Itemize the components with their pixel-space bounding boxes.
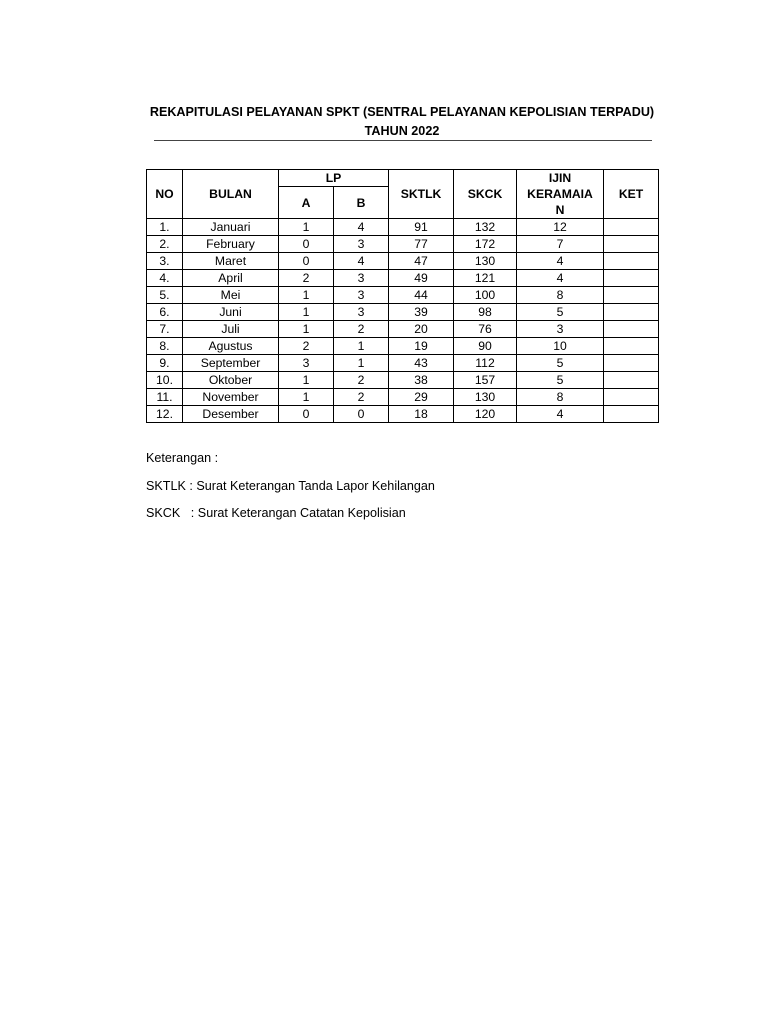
table-body — [147, 219, 659, 423]
cell-bulan: Mei — [183, 287, 279, 304]
cell-ijin: 5 — [517, 355, 604, 372]
cell-ijin: 4 — [517, 406, 604, 423]
cell-sktlk: 77 — [389, 236, 454, 253]
cell-skck: 120 — [454, 406, 517, 423]
title-underline — [154, 140, 652, 141]
cell-b: 4 — [334, 253, 389, 270]
cell-b: 3 — [334, 236, 389, 253]
ijin-header-line-3: N — [555, 203, 565, 217]
cell-b: 1 — [334, 338, 389, 355]
col-header-bulan: BULAN — [183, 170, 279, 219]
cell-sktlk: 18 — [389, 406, 454, 423]
table-row — [147, 321, 659, 338]
cell-ijin: 3 — [517, 321, 604, 338]
cell-bulan: Juni — [183, 304, 279, 321]
cell-ket — [604, 287, 659, 304]
table-row — [147, 304, 659, 321]
cell-ijin: 5 — [517, 304, 604, 321]
cell-b: 1 — [334, 355, 389, 372]
cell-ket — [604, 253, 659, 270]
table-row — [147, 253, 659, 270]
cell-skck: 130 — [454, 253, 517, 270]
table-row — [147, 270, 659, 287]
cell-ket — [604, 372, 659, 389]
notes-heading: Keterangan : — [146, 451, 219, 465]
cell-sktlk: 39 — [389, 304, 454, 321]
cell-bulan: February — [183, 236, 279, 253]
cell-ket — [604, 236, 659, 253]
cell-no: 12. — [147, 406, 183, 423]
cell-skck: 76 — [454, 321, 517, 338]
cell-skck: 157 — [454, 372, 517, 389]
cell-bulan: November — [183, 389, 279, 406]
cell-a: 0 — [279, 406, 334, 423]
ijin-header-line-2: KERAMAIA — [527, 187, 593, 201]
cell-sktlk: 49 — [389, 270, 454, 287]
cell-ijin: 8 — [517, 287, 604, 304]
cell-b: 3 — [334, 304, 389, 321]
cell-no: 6. — [147, 304, 183, 321]
table-row — [147, 355, 659, 372]
cell-a: 3 — [279, 355, 334, 372]
table-row — [147, 406, 659, 423]
cell-no: 3. — [147, 253, 183, 270]
cell-bulan: April — [183, 270, 279, 287]
cell-no: 5. — [147, 287, 183, 304]
cell-a: 0 — [279, 236, 334, 253]
cell-skck: 100 — [454, 287, 517, 304]
col-header-sktlk: SKTLK — [389, 170, 454, 219]
cell-sktlk: 47 — [389, 253, 454, 270]
cell-no: 7. — [147, 321, 183, 338]
cell-no: 4. — [147, 270, 183, 287]
cell-ijin: 12 — [517, 219, 604, 236]
cell-no: 11. — [147, 389, 183, 406]
col-header-ket: KET — [604, 170, 659, 219]
cell-ket — [604, 355, 659, 372]
cell-b: 2 — [334, 321, 389, 338]
cell-sktlk: 43 — [389, 355, 454, 372]
title-line-2: TAHUN 2022 — [364, 124, 440, 138]
cell-b: 2 — [334, 389, 389, 406]
cell-no: 1. — [147, 219, 183, 236]
cell-ket — [604, 219, 659, 236]
cell-bulan: Desember — [183, 406, 279, 423]
title-line-1: REKAPITULASI PELAYANAN SPKT (SENTRAL PELAYANAN KEPOLISIAN TERPADU) — [149, 105, 655, 119]
cell-a: 1 — [279, 219, 334, 236]
cell-a: 0 — [279, 253, 334, 270]
cell-ijin: 8 — [517, 389, 604, 406]
cell-skck: 112 — [454, 355, 517, 372]
cell-sktlk: 38 — [389, 372, 454, 389]
table-row — [147, 389, 659, 406]
cell-ijin: 10 — [517, 338, 604, 355]
cell-bulan: Januari — [183, 219, 279, 236]
cell-no: 10. — [147, 372, 183, 389]
cell-ijin: 7 — [517, 236, 604, 253]
col-header-lp: LP — [279, 170, 389, 187]
cell-b: 3 — [334, 287, 389, 304]
cell-sktlk: 19 — [389, 338, 454, 355]
cell-ijin: 4 — [517, 253, 604, 270]
cell-a: 1 — [279, 304, 334, 321]
col-header-ijin-keramaian — [517, 170, 604, 219]
cell-sktlk: 20 — [389, 321, 454, 338]
cell-bulan: Juli — [183, 321, 279, 338]
cell-a: 1 — [279, 372, 334, 389]
cell-bulan: Oktober — [183, 372, 279, 389]
col-header-lp-a: A — [279, 187, 334, 219]
cell-b: 3 — [334, 270, 389, 287]
table-header — [147, 170, 659, 219]
cell-ket — [604, 338, 659, 355]
cell-ijin: 4 — [517, 270, 604, 287]
note-sktlk: SKTLK : Surat Keterangan Tanda Lapor Kehilangan — [146, 479, 435, 493]
cell-skck: 130 — [454, 389, 517, 406]
cell-bulan: Agustus — [183, 338, 279, 355]
cell-sktlk: 44 — [389, 287, 454, 304]
cell-sktlk: 91 — [389, 219, 454, 236]
header-row-1 — [147, 170, 659, 187]
cell-no: 8. — [147, 338, 183, 355]
table-row — [147, 287, 659, 304]
table-row — [147, 219, 659, 236]
cell-ket — [604, 321, 659, 338]
cell-skck: 121 — [454, 270, 517, 287]
cell-a: 1 — [279, 321, 334, 338]
cell-ket — [604, 389, 659, 406]
cell-no: 2. — [147, 236, 183, 253]
cell-skck: 132 — [454, 219, 517, 236]
cell-sktlk: 29 — [389, 389, 454, 406]
cell-ket — [604, 304, 659, 321]
document-title — [140, 103, 664, 141]
cell-skck: 172 — [454, 236, 517, 253]
cell-b: 0 — [334, 406, 389, 423]
cell-no: 9. — [147, 355, 183, 372]
table-row — [147, 338, 659, 355]
col-header-lp-b: B — [334, 187, 389, 219]
table-row — [147, 236, 659, 253]
ijin-header-line-1: IJIN — [548, 171, 572, 185]
cell-bulan: September — [183, 355, 279, 372]
table-row — [147, 372, 659, 389]
cell-a: 2 — [279, 338, 334, 355]
cell-skck: 98 — [454, 304, 517, 321]
note-skck: SKCK : Surat Keterangan Catatan Kepolisian — [146, 506, 406, 520]
cell-a: 2 — [279, 270, 334, 287]
cell-bulan: Maret — [183, 253, 279, 270]
recap-table — [146, 169, 659, 423]
cell-a: 1 — [279, 389, 334, 406]
cell-ket — [604, 406, 659, 423]
cell-ket — [604, 270, 659, 287]
cell-a: 1 — [279, 287, 334, 304]
cell-skck: 90 — [454, 338, 517, 355]
col-header-no: NO — [147, 170, 183, 219]
cell-b: 2 — [334, 372, 389, 389]
col-header-skck: SKCK — [454, 170, 517, 219]
cell-b: 4 — [334, 219, 389, 236]
cell-ijin: 5 — [517, 372, 604, 389]
